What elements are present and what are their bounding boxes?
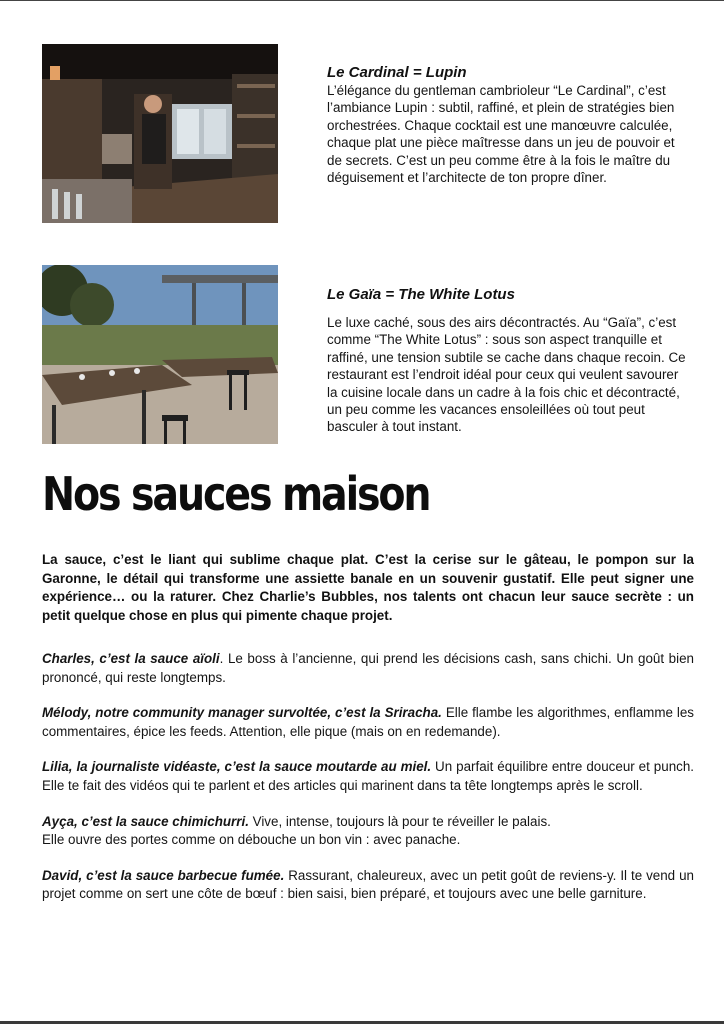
- sauce-item: [42, 650, 694, 687]
- section-title: Nos sauces maison: [42, 467, 430, 521]
- venue-cardinal: [327, 64, 687, 186]
- terrace-photo: [42, 265, 278, 444]
- sauce-item: [42, 867, 694, 904]
- sauce-text: Vive, intense, toujours là pour te réveiller le palais.: [248, 813, 551, 829]
- sauce-lead: Mélody, notre community manager survoltée, c’est la Sriracha.: [42, 705, 442, 721]
- sauce-list: [42, 650, 694, 921]
- venue-description: L’élégance du gentleman cambrioleur “Le Cardinal”, c’est l’ambiance Lupin : subtil, raffiné, et plein de stratégies bien orchestrées. Chaque cocktail est une manœuvre calculée, chaque plat une pièce maîtresse dans un jeu de pouvoir et de secrets. C’est un peu comme être à la fois le maître du déguisement et l’architecte de ton propre dîner.: [327, 83, 675, 186]
- sauce-text: Elle ouvre des portes comme on débouche un bon vin : avec panache.: [42, 832, 461, 848]
- sauce-text: Elle flambe les algorithmes, enflamme les commentaires, épice les feeds. Attention, elle pique (mais on en redemande).: [42, 705, 694, 739]
- sauce-item: [42, 704, 694, 741]
- sauce-lead: David, c’est la sauce barbecue fumée.: [42, 867, 285, 883]
- section-intro: La sauce, c’est le liant qui sublime chaque plat. C’est la cerise sur le gâteau, le pompon sur la Garonne, le détail qui transforme une assiette banale en un souvenir gustatif. Elle peut signer une expérience… ou la raturer. Chez Charlie’s Bubbles, nos talents ont chacun leur sauce secrète : un petit quelque chose en plus qui pimente chaque projet.: [42, 552, 694, 623]
- sauce-item: [42, 813, 694, 850]
- sauce-text: . Le boss à l’ancienne, qui prend les décisions cash, sans chichi. Un goût bien prononcé, qui reste longtemps.: [42, 651, 695, 685]
- venue-title: Le Cardinal = Lupin: [327, 64, 467, 81]
- sauce-lead: Lilia, la journaliste vidéaste, c’est la sauce moutarde au miel.: [42, 759, 432, 775]
- sauce-item: [42, 758, 694, 795]
- top-rule: [0, 0, 724, 1]
- sauce-text: Rassurant, chaleureux, avec un petit goût de reviens-y. Il te vend un projet comme on sert une côte de bœuf : bien saisi, bien préparé, et toujours avec une belle garniture.: [42, 867, 694, 902]
- bar-interior-photo: [42, 44, 278, 223]
- sauce-lead: Ayça, c’est la sauce chimichurri.: [42, 813, 249, 829]
- venue-description: Le luxe caché, sous des airs décontractés. Au “Gaïa”, c’est comme “The White Lotus” : sous son aspect tranquille et raffiné, une tension subtile se cache dans chaque recoin. Ce restaurant est l’endroit idéal pour ceux qui veulent savourer la cuisine locale dans un cadre à la fois chic et décontracté, un peu comme les vacances ensoleillées où tout peut basculer à tout instant.: [327, 315, 686, 435]
- venue-gaia: [327, 286, 687, 436]
- sauce-lead: Charles, c’est la sauce aïoli: [42, 651, 220, 666]
- sauce-text: Un parfait équilibre entre douceur et punch. Elle te fait des vidéos qui te parlent et des articles qui marinent dans ta tête longtemps après le scroll.: [42, 759, 695, 793]
- venue-title: Le Gaïa = The White Lotus: [327, 286, 515, 303]
